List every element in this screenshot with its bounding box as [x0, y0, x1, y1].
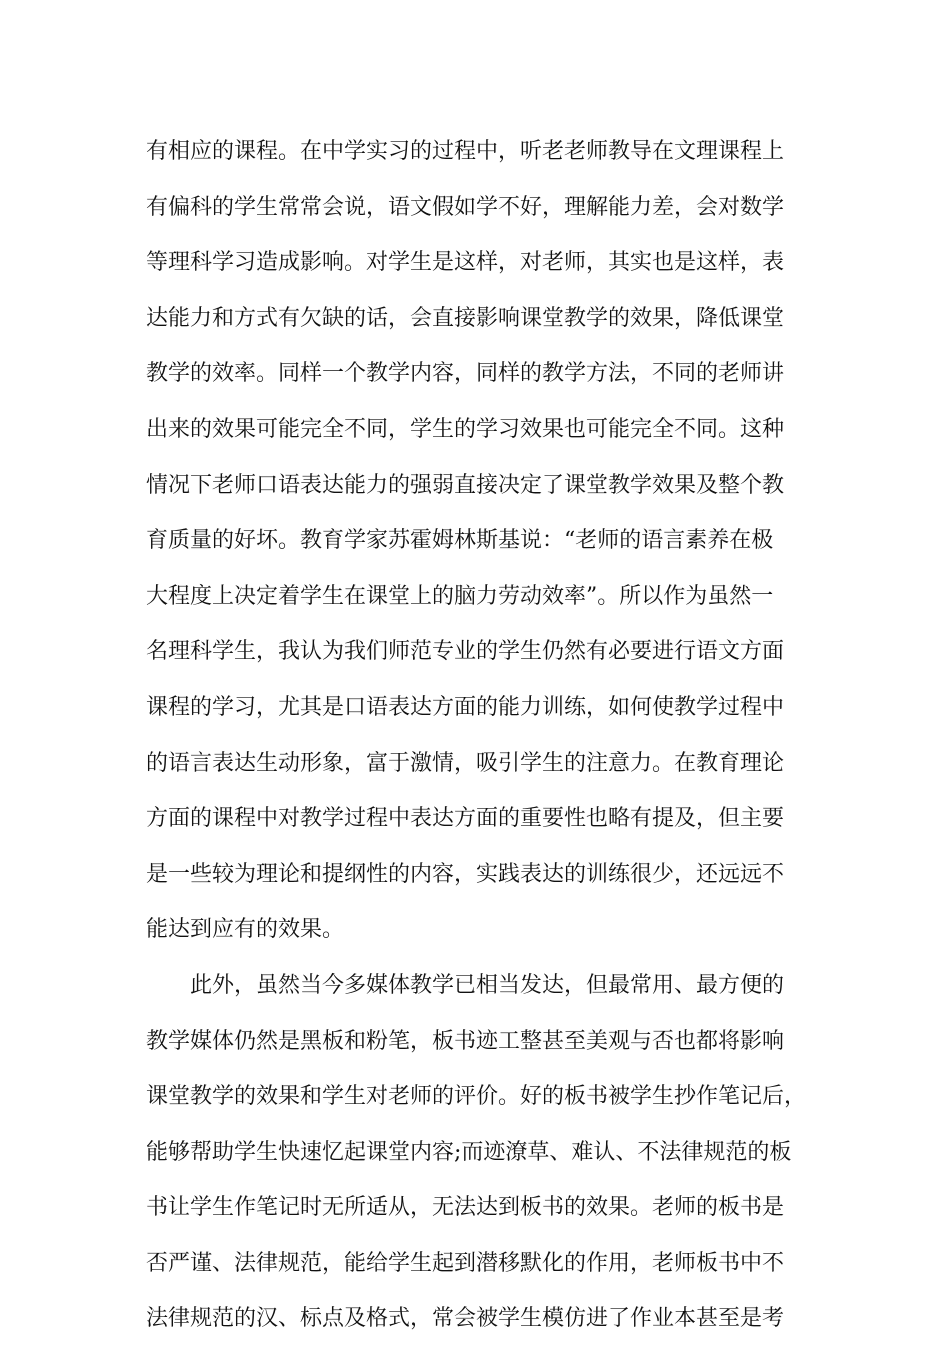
- text-line: 否严谨、法律规范，能给学生起到潜移默化的作用，老师板书中不: [146, 1250, 785, 1276]
- text-line: 出来的效果可能完全不同，学生的学习效果也可能完全不同。这种: [146, 416, 785, 442]
- text-line: 达能力和方式有欠缺的话，会直接影响课堂教学的效果，降低课堂: [146, 305, 785, 331]
- text-line: 是一些较为理论和提纲性的内容，实践表达的训练很少，还远远不: [146, 861, 785, 887]
- text-line: 法律规范的汉、标点及格式，常会被学生模仿进了作业本甚至是考: [146, 1306, 785, 1332]
- text-line: 等理科学习造成影响。对学生是这样，对老师，其实也是这样，表: [146, 250, 785, 276]
- text-line: 大程度上决定着学生在课堂上的脑力劳动效率”。所以作为虽然一: [146, 583, 774, 609]
- text-line: 情况下老师口语表达能力的强弱直接决定了课堂教学效果及整个教: [146, 472, 785, 498]
- text-line: 课程的学习，尤其是口语表达方面的能力训练，如何使教学过程中: [146, 694, 785, 720]
- text-line: 有偏科的学生常常会说，语文假如学不好，理解能力差，会对数学: [146, 194, 785, 220]
- text-line: 课堂教学的效果和学生对老师的评价。好的板书被学生抄作笔记后，: [146, 1084, 807, 1110]
- text-line: 能达到应有的效果。: [146, 917, 345, 943]
- body-text: [146, 130, 846, 1353]
- paragraph-1: [146, 130, 846, 964]
- text-line: 方面的课程中对教学过程中表达方面的重要性也略有提及，但主要: [146, 806, 785, 832]
- text-line: 此外，虽然当今多媒体教学已相当发达，但最常用、最方便的: [190, 972, 785, 998]
- text-line: 书让学生作笔记时无所适从，无法达到板书的效果。老师的板书是: [146, 1195, 785, 1221]
- text-line: 的语言表达生动形象，富于激情，吸引学生的注意力。在教育理论: [146, 750, 785, 776]
- text-line: 有相应的课程。在中学实习的过程中，听老老师教导在文理课程上: [146, 139, 785, 164]
- text-line: 教学媒体仍然是黑板和粉笔，板书迹工整甚至美观与否也都将影响: [146, 1028, 785, 1054]
- paragraph-2: [146, 964, 846, 1353]
- text-line: 能够帮助学生快速忆起课堂内容;而迹潦草、难认、不法律规范的板: [146, 1139, 792, 1165]
- text-line: 名理科学生，我认为我们师范专业的学生仍然有必要进行语文方面: [146, 639, 785, 665]
- text-line: 育质量的好坏。教育学家苏霍姆林斯基说：“老师的语言素养在极: [146, 528, 774, 554]
- text-line: 教学的效率。同样一个教学内容，同样的教学方法，不同的老师讲: [146, 361, 785, 387]
